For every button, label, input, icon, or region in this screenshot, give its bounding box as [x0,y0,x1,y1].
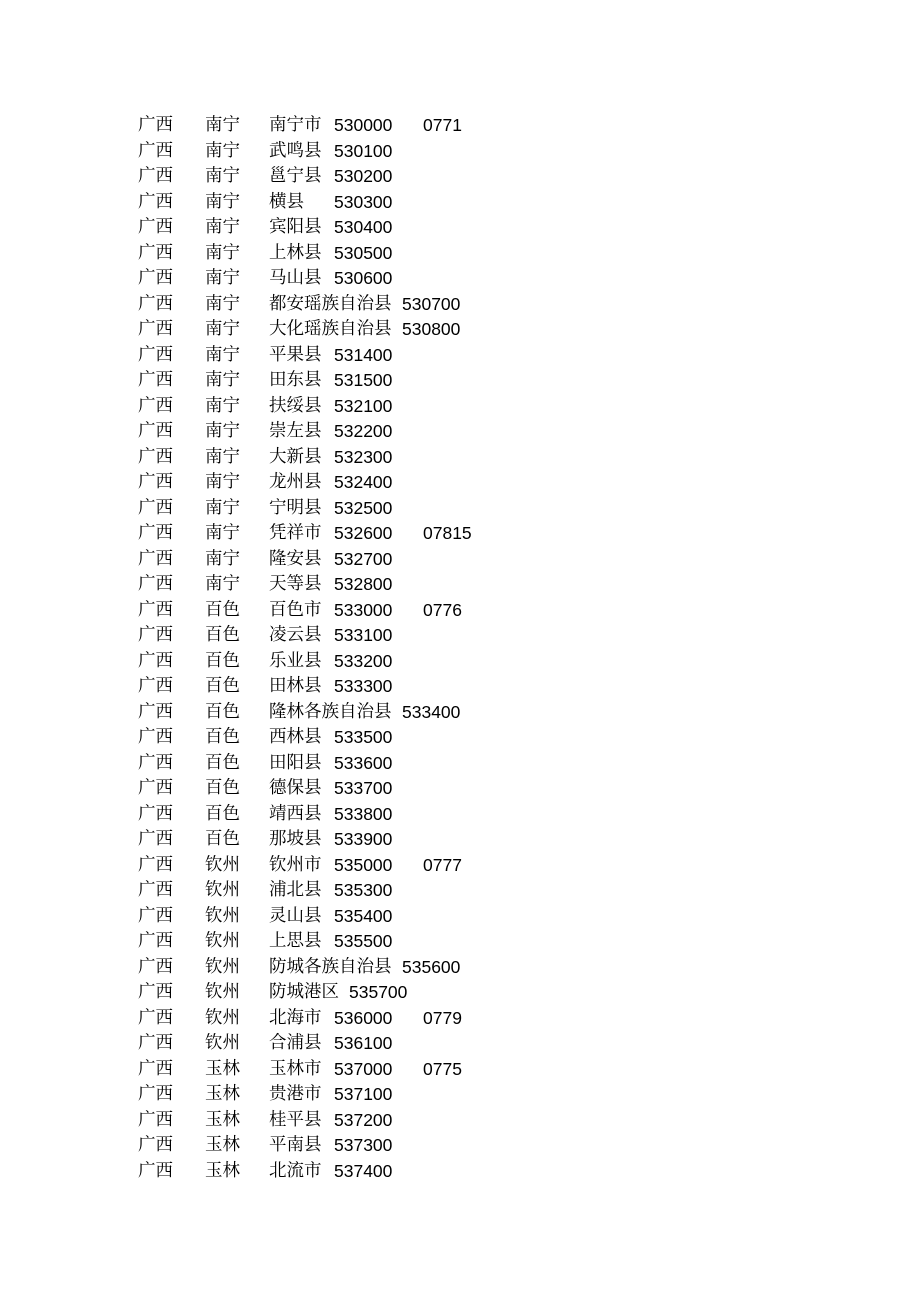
province-cell: 广西 [138,1109,173,1130]
list-item [138,496,838,522]
list-item [138,547,838,573]
city-cell: 南宁 [205,293,240,314]
area-code-cell: 07815 [423,523,472,543]
province-cell: 广西 [138,931,173,951]
province-cell: 广西 [138,1084,173,1104]
province-cell: 广西 [138,242,173,263]
list-item [138,190,838,216]
place-name-cell: 大化瑶族自治县 [269,319,392,339]
province-cell: 广西 [138,1058,173,1079]
postal-code-list [138,113,838,1184]
city-cell: 南宁 [205,319,240,339]
postcode-cell: 530600 [334,268,393,288]
postcode-cell: 535400 [334,905,393,926]
place-name-cell: 田阳县 [269,752,322,773]
city-cell: 百色 [205,727,240,747]
province-cell: 广西 [138,395,173,416]
postcode-cell: 537300 [334,1135,393,1155]
province-cell: 广西 [138,650,173,671]
city-cell: 南宁 [205,344,240,365]
postcode-cell: 530800 [402,319,461,339]
postcode-cell: 536100 [334,1033,393,1053]
list-item [138,776,838,802]
city-cell: 钦州 [205,880,240,900]
province-cell: 广西 [138,599,173,620]
province-cell: 广西 [138,421,173,441]
city-cell: 南宁 [205,523,240,543]
place-name-cell: 隆林各族自治县 [269,701,392,722]
province-cell: 广西 [138,344,173,365]
city-cell: 南宁 [205,268,240,288]
place-name-cell: 武鸣县 [269,140,322,161]
city-cell: 钦州 [205,956,240,977]
list-item [138,317,838,343]
postcode-cell: 530500 [334,242,393,263]
place-name-cell: 西林县 [269,727,322,747]
list-item [138,1133,838,1159]
postcode-cell: 533800 [334,803,393,824]
postcode-cell: 535300 [334,880,393,900]
city-cell: 玉林 [205,1109,240,1130]
postcode-cell: 537400 [334,1160,393,1181]
area-code-cell: 0775 [423,1058,462,1079]
city-cell: 百色 [205,650,240,671]
list-item [138,700,838,726]
province-cell: 广西 [138,625,173,645]
postcode-cell: 533000 [334,599,393,620]
province-cell: 广西 [138,1135,173,1155]
province-cell: 广西 [138,574,173,594]
list-item [138,1082,838,1108]
postcode-cell: 530700 [402,293,461,314]
place-name-cell: 宾阳县 [269,217,322,237]
place-name-cell: 防城港区 [269,982,339,1002]
list-item [138,572,838,598]
province-cell: 广西 [138,191,173,212]
list-item [138,751,838,777]
province-cell: 广西 [138,1160,173,1181]
postcode-cell: 533200 [334,650,393,671]
place-name-cell: 南宁市 [269,115,322,135]
city-cell: 玉林 [205,1084,240,1104]
area-code-cell: 0776 [423,599,462,620]
place-name-cell: 北流市 [269,1160,322,1181]
place-name-cell: 平南县 [269,1135,322,1155]
place-name-cell: 防城各族自治县 [269,956,392,977]
place-name-cell: 都安瑶族自治县 [269,293,392,314]
city-cell: 南宁 [205,497,240,518]
list-item [138,266,838,292]
postcode-cell: 533100 [334,625,393,645]
list-item [138,113,838,139]
province-cell: 广西 [138,880,173,900]
place-name-cell: 崇左县 [269,421,322,441]
province-cell: 广西 [138,1033,173,1053]
province-cell: 广西 [138,472,173,492]
province-cell: 广西 [138,905,173,926]
province-cell: 广西 [138,676,173,696]
list-item [138,623,838,649]
city-cell: 玉林 [205,1058,240,1079]
postcode-cell: 537000 [334,1058,393,1079]
list-item [138,878,838,904]
city-cell: 南宁 [205,421,240,441]
list-item [138,419,838,445]
place-name-cell: 龙州县 [269,472,322,492]
place-name-cell: 田东县 [269,370,322,390]
list-item [138,904,838,930]
place-name-cell: 邕宁县 [269,166,322,186]
postcode-cell: 533700 [334,778,393,798]
list-item [138,598,838,624]
place-name-cell: 乐业县 [269,650,322,671]
place-name-cell: 德保县 [269,778,322,798]
place-name-cell: 百色市 [269,599,322,620]
province-cell: 广西 [138,293,173,314]
place-name-cell: 靖西县 [269,803,322,824]
postcode-cell: 532500 [334,497,393,518]
list-item [138,674,838,700]
city-cell: 百色 [205,676,240,696]
place-name-cell: 天等县 [269,574,322,594]
place-name-cell: 隆安县 [269,548,322,569]
city-cell: 百色 [205,752,240,773]
list-item [138,521,838,547]
place-name-cell: 贵港市 [269,1084,322,1104]
city-cell: 钦州 [205,854,240,875]
province-cell: 广西 [138,752,173,773]
postcode-cell: 530200 [334,166,393,186]
postcode-cell: 533600 [334,752,393,773]
city-cell: 钦州 [205,1033,240,1053]
province-cell: 广西 [138,523,173,543]
postcode-cell: 530100 [334,140,393,161]
place-name-cell: 马山县 [269,268,322,288]
list-item [138,1006,838,1032]
postcode-cell: 533400 [402,701,461,722]
province-cell: 广西 [138,701,173,722]
list-item [138,445,838,471]
province-cell: 广西 [138,956,173,977]
place-name-cell: 凌云县 [269,625,322,645]
list-item [138,394,838,420]
province-cell: 广西 [138,217,173,237]
place-name-cell: 上林县 [269,242,322,263]
city-cell: 南宁 [205,191,240,212]
place-name-cell: 扶绥县 [269,395,322,416]
province-cell: 广西 [138,446,173,467]
province-cell: 广西 [138,370,173,390]
province-cell: 广西 [138,854,173,875]
postcode-cell: 537200 [334,1109,393,1130]
city-cell: 钦州 [205,905,240,926]
list-item [138,292,838,318]
list-item [138,1057,838,1083]
postcode-cell: 531500 [334,370,393,390]
place-name-cell: 桂平县 [269,1109,322,1130]
place-name-cell: 凭祥市 [269,523,322,543]
province-cell: 广西 [138,727,173,747]
province-cell: 广西 [138,803,173,824]
postcode-cell: 530300 [334,191,393,212]
postcode-cell: 533500 [334,727,393,747]
list-item [138,1031,838,1057]
city-cell: 南宁 [205,472,240,492]
list-item [138,1159,838,1185]
postcode-cell: 532400 [334,472,393,492]
place-name-cell: 横县 [269,191,304,212]
city-cell: 百色 [205,803,240,824]
postcode-cell: 535000 [334,854,393,875]
place-name-cell: 平果县 [269,344,322,365]
list-item [138,241,838,267]
city-cell: 南宁 [205,446,240,467]
list-item [138,802,838,828]
postcode-cell: 532800 [334,574,393,594]
city-cell: 南宁 [205,242,240,263]
city-cell: 百色 [205,829,240,849]
postcode-cell: 530000 [334,115,393,135]
place-name-cell: 灵山县 [269,905,322,926]
list-item [138,343,838,369]
city-cell: 南宁 [205,548,240,569]
list-item [138,827,838,853]
city-cell: 南宁 [205,166,240,186]
province-cell: 广西 [138,829,173,849]
city-cell: 南宁 [205,140,240,161]
city-cell: 玉林 [205,1160,240,1181]
place-name-cell: 玉林市 [269,1058,322,1079]
postcode-cell: 532300 [334,446,393,467]
postcode-cell: 531400 [334,344,393,365]
postcode-cell: 532600 [334,523,393,543]
place-name-cell: 北海市 [269,1007,322,1028]
province-cell: 广西 [138,166,173,186]
city-cell: 玉林 [205,1135,240,1155]
list-item [138,929,838,955]
province-cell: 广西 [138,548,173,569]
city-cell: 百色 [205,599,240,620]
province-cell: 广西 [138,140,173,161]
place-name-cell: 宁明县 [269,497,322,518]
list-item [138,139,838,165]
province-cell: 广西 [138,778,173,798]
place-name-cell: 田林县 [269,676,322,696]
city-cell: 百色 [205,778,240,798]
list-item [138,725,838,751]
place-name-cell: 浦北县 [269,880,322,900]
postcode-cell: 533900 [334,829,393,849]
postcode-cell: 530400 [334,217,393,237]
province-cell: 广西 [138,268,173,288]
list-item [138,980,838,1006]
place-name-cell: 上思县 [269,931,322,951]
place-name-cell: 钦州市 [269,854,322,875]
city-cell: 钦州 [205,931,240,951]
city-cell: 南宁 [205,115,240,135]
list-item [138,649,838,675]
postcode-cell: 537100 [334,1084,393,1104]
list-item [138,368,838,394]
city-cell: 百色 [205,701,240,722]
postcode-cell: 532700 [334,548,393,569]
city-cell: 南宁 [205,370,240,390]
postcode-cell: 532100 [334,395,393,416]
province-cell: 广西 [138,319,173,339]
area-code-cell: 0771 [423,115,462,135]
province-cell: 广西 [138,1007,173,1028]
city-cell: 南宁 [205,217,240,237]
city-cell: 钦州 [205,982,240,1002]
place-name-cell: 大新县 [269,446,322,467]
province-cell: 广西 [138,115,173,135]
place-name-cell: 合浦县 [269,1033,322,1053]
city-cell: 百色 [205,625,240,645]
postcode-cell: 535700 [349,982,408,1002]
postcode-cell: 536000 [334,1007,393,1028]
city-cell: 南宁 [205,395,240,416]
list-item [138,164,838,190]
province-cell: 广西 [138,982,173,1002]
postcode-cell: 535500 [334,931,393,951]
province-cell: 广西 [138,497,173,518]
list-item [138,1108,838,1134]
postcode-cell: 532200 [334,421,393,441]
area-code-cell: 0779 [423,1007,462,1028]
list-item [138,853,838,879]
list-item [138,955,838,981]
list-item [138,215,838,241]
area-code-cell: 0777 [423,854,462,875]
city-cell: 钦州 [205,1007,240,1028]
postcode-cell: 535600 [402,956,461,977]
postcode-cell: 533300 [334,676,393,696]
place-name-cell: 那坡县 [269,829,322,849]
city-cell: 南宁 [205,574,240,594]
list-item [138,470,838,496]
